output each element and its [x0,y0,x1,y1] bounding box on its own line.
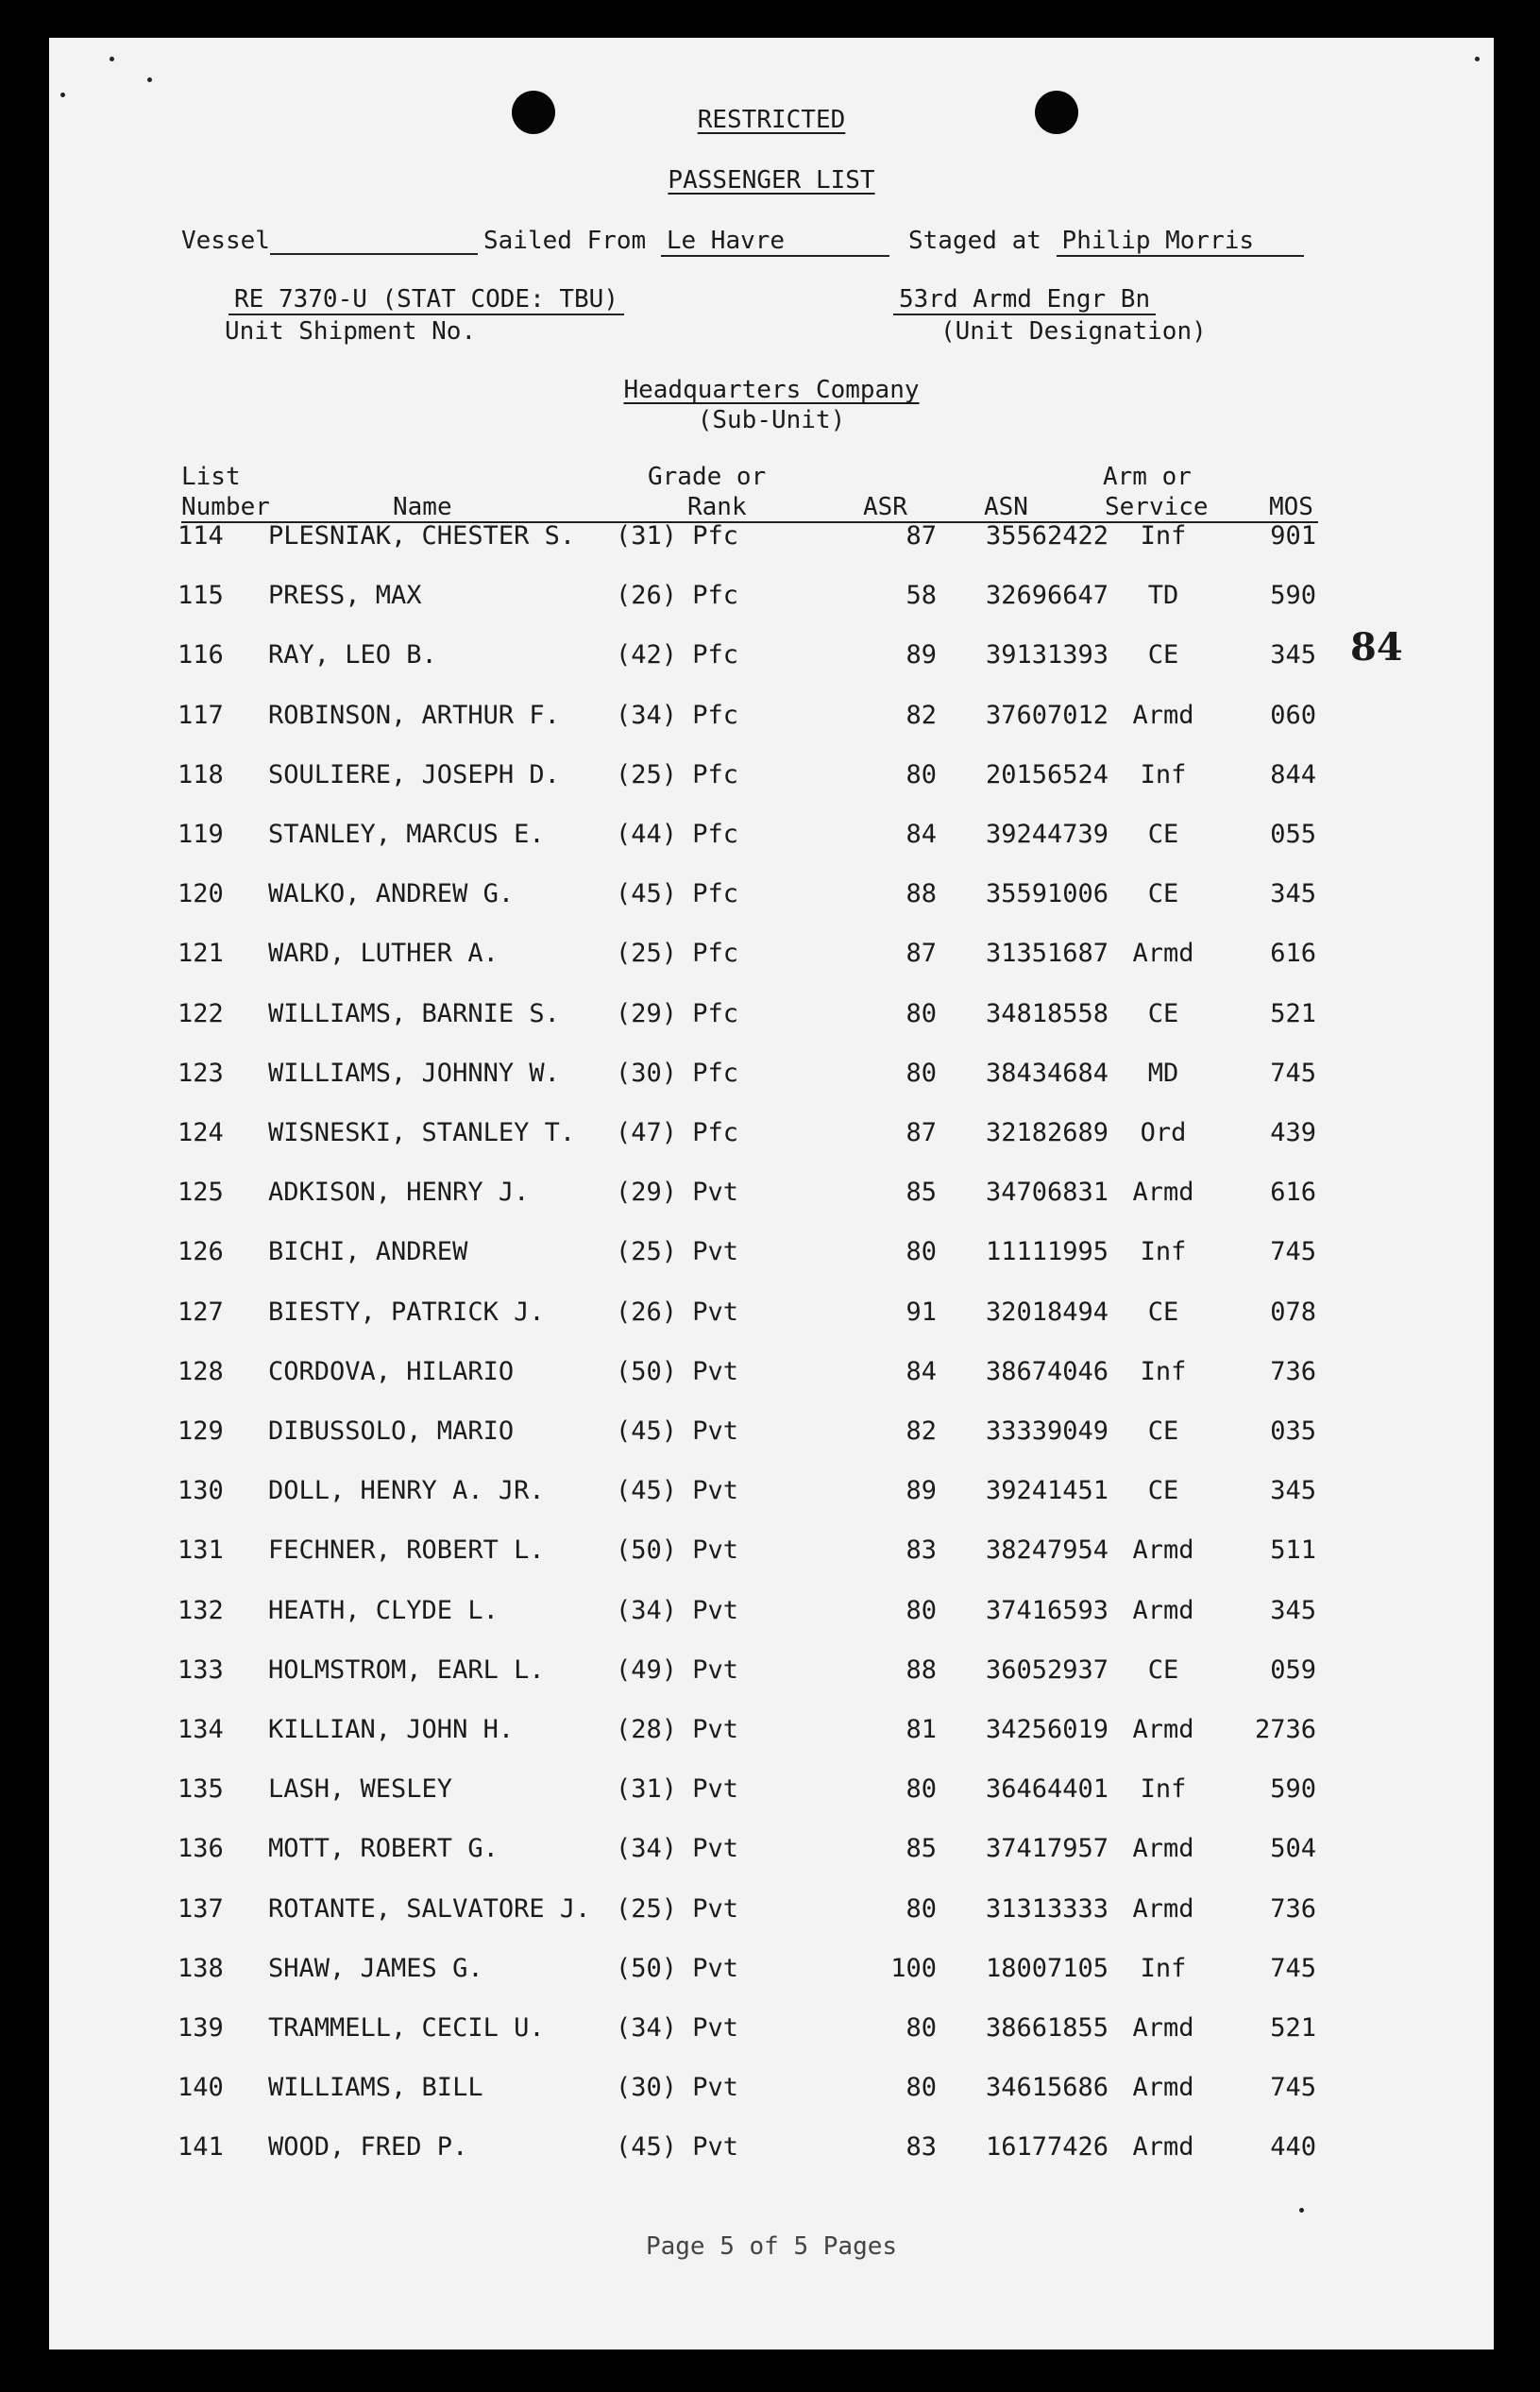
cell-arm: CE [1147,640,1179,670]
page-side-number: 84 [1350,625,1403,670]
cell-name: WISNESKI, STANLEY T. [268,1118,576,1147]
cell-num: 141 [178,2132,224,2162]
table-row [49,701,1494,738]
cell-name: ROBINSON, ARTHUR F. [268,701,560,730]
cell-grade: (45) Pvt [616,2132,739,2162]
cell-asn: 31351687 [985,939,1108,968]
cell-num: 139 [178,2013,224,2043]
cell-mos: 521 [1270,999,1316,1028]
cell-grade: (26) Pvt [616,1298,739,1327]
cell-mos: 511 [1270,1535,1316,1565]
table-row [49,879,1494,917]
cell-asn: 34256019 [985,1715,1108,1744]
cell-mos: 035 [1270,1417,1316,1446]
cell-name: DOLL, HENRY A. JR. [268,1476,545,1505]
cell-name: WILLIAMS, JOHNNY W. [268,1059,560,1088]
cell-name: KILLIAN, JOHN H. [268,1715,515,1744]
cell-num: 125 [178,1178,224,1207]
table-row [49,1894,1494,1932]
cell-grade: (31) Pfc [616,521,739,551]
cell-asr: 83 [905,2132,937,2162]
cell-num: 114 [178,521,224,551]
cell-arm: TD [1147,581,1179,610]
paper-speck [110,57,114,61]
cell-mos: 844 [1270,760,1316,789]
cell-arm: CE [1147,999,1179,1028]
cell-asn: 16177426 [985,2132,1108,2162]
cell-asn: 36052937 [985,1655,1108,1685]
cell-arm: CE [1147,1298,1179,1327]
sailed-from-field [483,227,889,257]
paper-speck [147,77,152,82]
cell-asr: 58 [905,581,937,610]
col-asr: ASR [863,493,907,521]
cell-arm: Armd [1132,939,1194,968]
cell-asn: 38661855 [985,2013,1108,2043]
cell-arm: Armd [1132,1715,1194,1744]
cell-grade: (26) Pfc [616,581,739,610]
cell-grade: (31) Pvt [616,1774,739,1804]
cell-mos: 521 [1270,2013,1316,2043]
cell-arm: Inf [1140,760,1187,789]
staged-at-label: Staged at [908,227,1041,255]
cell-mos: 616 [1270,1178,1316,1207]
cell-arm: CE [1147,879,1179,908]
cell-name: WILLIAMS, BARNIE S. [268,999,560,1028]
cell-num: 116 [178,640,224,670]
cell-mos: 736 [1270,1894,1316,1924]
cell-arm: Armd [1132,1596,1194,1625]
cell-grade: (45) Pvt [616,1476,739,1505]
cell-asr: 80 [905,760,937,789]
cell-arm: Armd [1132,701,1194,730]
cell-num: 134 [178,1715,224,1744]
cell-mos: 440 [1270,2132,1316,2162]
table-row [49,1774,1494,1812]
paper-speck [60,93,65,97]
cell-grade: (25) Pvt [616,1894,739,1924]
col-arm-line2: Service [1105,493,1209,521]
cell-asr: 81 [905,1715,937,1744]
cell-mos: 059 [1270,1655,1316,1685]
cell-asn: 35562422 [985,521,1108,551]
cell-asr: 80 [905,2013,937,2043]
vessel-value [270,229,478,255]
page-footer: Page 5 of 5 Pages [645,2232,898,2261]
cell-asr: 87 [905,521,937,551]
cell-asr: 80 [905,999,937,1028]
table-row [49,1834,1494,1872]
vessel-field [181,227,478,255]
cell-name: WILLIAMS, BILL [268,2073,483,2102]
table-row [49,1535,1494,1573]
cell-mos: 345 [1270,1476,1316,1505]
cell-asr: 80 [905,1894,937,1924]
cell-name: WARD, LUTHER A. [268,939,499,968]
col-list-number-line2: Number [181,493,270,521]
cell-asn: 38434684 [985,1059,1108,1088]
cell-asn: 37416593 [985,1596,1108,1625]
staged-at-value: Philip Morris [1057,227,1304,257]
cell-num: 127 [178,1298,224,1327]
cell-asr: 80 [905,1059,937,1088]
cell-asn: 31313333 [985,1894,1108,1924]
cell-arm: CE [1147,1476,1179,1505]
cell-asr: 87 [905,939,937,968]
cell-asn: 34615686 [985,2073,1108,2102]
cell-grade: (30) Pfc [616,1059,739,1088]
cell-num: 131 [178,1535,224,1565]
cell-num: 120 [178,879,224,908]
cell-arm: Armd [1132,1834,1194,1863]
cell-name: BIESTY, PATRICK J. [268,1298,545,1327]
table-row [49,2132,1494,2170]
cell-asr: 88 [905,879,937,908]
cell-mos: 345 [1270,1596,1316,1625]
cell-asr: 82 [905,701,937,730]
cell-asn: 33339049 [985,1417,1108,1446]
cell-arm: Armd [1132,1894,1194,1924]
cell-name: MOTT, ROBERT G. [268,1834,499,1863]
cell-num: 121 [178,939,224,968]
cell-name: LASH, WESLEY [268,1774,453,1804]
cell-mos: 345 [1270,640,1316,670]
cell-name: ADKISON, HENRY J. [268,1178,530,1207]
cell-arm: Ord [1140,1118,1187,1147]
table-row [49,1059,1494,1096]
table-row [49,1596,1494,1634]
cell-asn: 18007105 [985,1954,1108,1983]
cell-asr: 80 [905,1237,937,1266]
cell-arm: Inf [1140,1954,1187,1983]
paper-speck [1299,2208,1304,2213]
cell-mos: 745 [1270,1237,1316,1266]
cell-arm: Armd [1132,1178,1194,1207]
cell-arm: Inf [1140,1774,1187,1804]
cell-mos: 736 [1270,1357,1316,1386]
cell-asn: 38674046 [985,1357,1108,1386]
cell-arm: CE [1147,1655,1179,1685]
cell-num: 118 [178,760,224,789]
table-row [49,760,1494,798]
cell-grade: (34) Pfc [616,701,739,730]
cell-name: BICHI, ANDREW [268,1237,468,1266]
table-row [49,1715,1494,1753]
cell-num: 115 [178,581,224,610]
unit-designation-value: 53rd Armd Engr Bn [893,285,1156,315]
cell-num: 137 [178,1894,224,1924]
cell-asn: 36464401 [985,1774,1108,1804]
cell-num: 132 [178,1596,224,1625]
cell-arm: CE [1147,820,1179,849]
cell-asn: 11111995 [985,1237,1108,1266]
cell-num: 136 [178,1834,224,1863]
table-row [49,2073,1494,2111]
cell-name: PRESS, MAX [268,581,422,610]
cell-grade: (50) Pvt [616,1535,739,1565]
cell-num: 123 [178,1059,224,1088]
cell-name: WOOD, FRED P. [268,2132,468,2162]
cell-mos: 078 [1270,1298,1316,1327]
cell-asr: 83 [905,1535,937,1565]
cell-arm: Armd [1132,2013,1194,2043]
cell-asn: 37417957 [985,1834,1108,1863]
table-row [49,581,1494,619]
cell-name: WALKO, ANDREW G. [268,879,515,908]
cell-mos: 504 [1270,1834,1316,1863]
cell-asr: 80 [905,1596,937,1625]
table-row [49,999,1494,1037]
cell-name: STANLEY, MARCUS E. [268,820,545,849]
cell-name: CORDOVA, HILARIO [268,1357,515,1386]
table-row [49,1417,1494,1454]
cell-asn: 35591006 [985,879,1108,908]
cell-num: 124 [178,1118,224,1147]
cell-grade: (28) Pvt [616,1715,739,1744]
cell-num: 138 [178,1954,224,1983]
cell-num: 128 [178,1357,224,1386]
cell-asn: 34706831 [985,1178,1108,1207]
table-row [49,1357,1494,1395]
cell-num: 140 [178,2073,224,2102]
unit-designation-label: (Unit Designation) [940,317,1207,346]
cell-asr: 80 [905,2073,937,2102]
cell-grade: (50) Pvt [616,1357,739,1386]
cell-name: SHAW, JAMES G. [268,1954,483,1983]
table-row [49,521,1494,559]
cell-name: TRAMMELL, CECIL U. [268,2013,545,2043]
table-row [49,1655,1494,1693]
cell-grade: (34) Pvt [616,1834,739,1863]
cell-asn: 34818558 [985,999,1108,1028]
cell-name: HOLMSTROM, EARL L. [268,1655,545,1685]
cell-name: SOULIERE, JOSEPH D. [268,760,560,789]
cell-asr: 89 [905,1476,937,1505]
cell-asr: 80 [905,1774,937,1804]
cell-name: FECHNER, ROBERT L. [268,1535,545,1565]
cell-mos: 439 [1270,1118,1316,1147]
cell-grade: (25) Pfc [616,760,739,789]
cell-asr: 85 [905,1834,937,1863]
cell-mos: 745 [1270,1954,1316,1983]
cell-asr: 91 [905,1298,937,1327]
cell-arm: Armd [1132,1535,1194,1565]
cell-asr: 88 [905,1655,937,1685]
cell-mos: 901 [1270,521,1316,551]
cell-arm: Inf [1140,1357,1187,1386]
col-grade-line1: Grade or [648,463,767,491]
cell-asn: 32696647 [985,581,1108,610]
cell-asn: 39131393 [985,640,1108,670]
table-row [49,2013,1494,2051]
cell-num: 126 [178,1237,224,1266]
cell-num: 133 [178,1655,224,1685]
col-asn: ASN [984,493,1028,521]
cell-asn: 20156524 [985,760,1108,789]
paper-speck [1475,57,1480,61]
cell-asn: 39241451 [985,1476,1108,1505]
cell-asr: 85 [905,1178,937,1207]
cell-grade: (42) Pfc [616,640,739,670]
cell-grade: (50) Pvt [616,1954,739,1983]
table-row [49,1476,1494,1514]
unit-shipment-label: Unit Shipment No. [225,317,477,346]
table-row [49,1178,1494,1215]
cell-num: 129 [178,1417,224,1446]
document-title: PASSENGER LIST [668,166,875,195]
cell-mos: 590 [1270,1774,1316,1804]
cell-grade: (29) Pvt [616,1178,739,1207]
table-row [49,640,1494,678]
sub-unit-label: (Sub-Unit) [697,406,846,434]
cell-grade: (44) Pfc [616,820,739,849]
cell-mos: 590 [1270,581,1316,610]
cell-grade: (30) Pvt [616,2073,739,2102]
col-name: Name [393,493,452,521]
cell-asr: 87 [905,1118,937,1147]
cell-num: 117 [178,701,224,730]
table-row [49,1298,1494,1335]
table-row [49,820,1494,857]
cell-asr: 82 [905,1417,937,1446]
cell-name: ROTANTE, SALVATORE J. [268,1894,591,1924]
sailed-from-value: Le Havre [661,227,889,257]
cell-num: 119 [178,820,224,849]
cell-arm: Armd [1132,2073,1194,2102]
document-page [49,38,1494,2350]
cell-arm: Inf [1140,521,1187,551]
cell-asn: 32018494 [985,1298,1108,1327]
cell-asr: 100 [890,1954,937,1983]
cell-num: 130 [178,1476,224,1505]
cell-arm: MD [1147,1059,1179,1088]
sailed-from-label: Sailed From [483,227,647,255]
col-mos: MOS [1269,493,1313,521]
cell-num: 135 [178,1774,224,1804]
cell-asn: 38247954 [985,1535,1108,1565]
cell-mos: 345 [1270,879,1316,908]
cell-grade: (45) Pfc [616,879,739,908]
cell-grade: (45) Pvt [616,1417,739,1446]
cell-mos: 745 [1270,1059,1316,1088]
cell-arm: Inf [1140,1237,1187,1266]
col-list-number-line1: List [181,463,241,491]
col-arm-line1: Arm or [1103,463,1192,491]
cell-grade: (34) Pvt [616,2013,739,2043]
cell-asr: 84 [905,820,937,849]
cell-name: PLESNIAK, CHESTER S. [268,521,576,551]
cell-mos: 616 [1270,939,1316,968]
cell-arm: Armd [1132,2132,1194,2162]
cell-asr: 89 [905,640,937,670]
cell-num: 122 [178,999,224,1028]
col-grade-line2: Rank [687,493,747,521]
cell-name: DIBUSSOLO, MARIO [268,1417,515,1446]
table-row [49,1118,1494,1156]
cell-asn: 37607012 [985,701,1108,730]
cell-mos: 060 [1270,701,1316,730]
cell-grade: (49) Pvt [616,1655,739,1685]
unit-shipment-number: RE 7370-U (STAT CODE: TBU) [228,285,624,315]
table-row [49,1954,1494,1992]
cell-mos: 745 [1270,2073,1316,2102]
cell-asr: 84 [905,1357,937,1386]
cell-name: HEATH, CLYDE L. [268,1596,499,1625]
cell-arm: CE [1147,1417,1179,1446]
cell-grade: (25) Pvt [616,1237,739,1266]
table-row [49,939,1494,976]
classification-heading: RESTRICTED [697,106,846,134]
sub-unit-value: Headquarters Company [623,376,920,404]
table-row [49,1237,1494,1275]
cell-name: RAY, LEO B. [268,640,437,670]
cell-mos: 2736 [1254,1715,1316,1744]
staged-at-field [908,227,1304,257]
cell-asn: 32182689 [985,1118,1108,1147]
cell-grade: (25) Pfc [616,939,739,968]
cell-grade: (34) Pvt [616,1596,739,1625]
cell-grade: (29) Pfc [616,999,739,1028]
cell-grade: (47) Pfc [616,1118,739,1147]
cell-mos: 055 [1270,820,1316,849]
cell-asn: 39244739 [985,820,1108,849]
vessel-label: Vessel [181,227,270,255]
